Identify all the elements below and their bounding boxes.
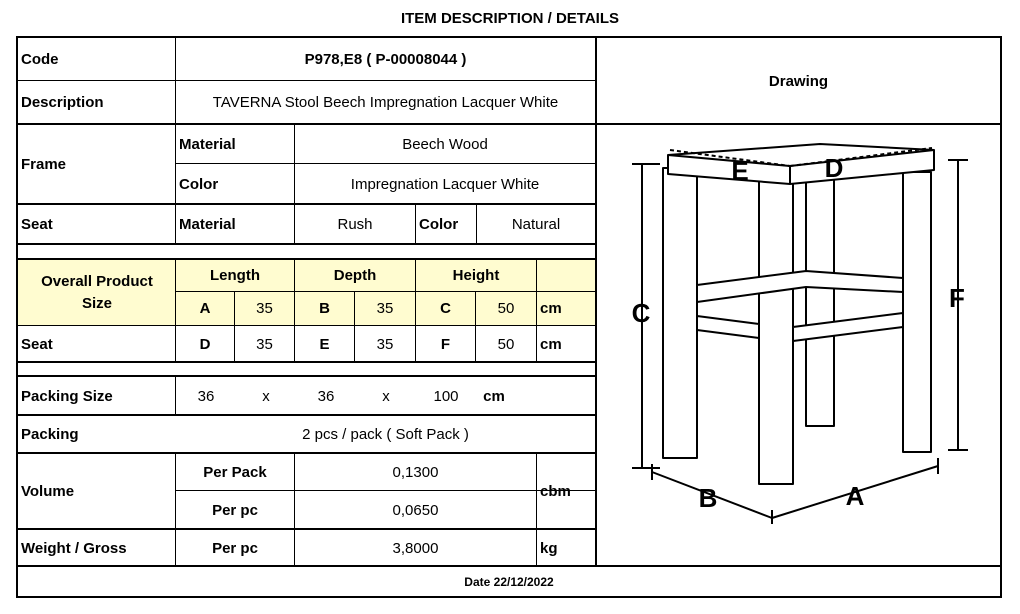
packing-depth: 36 — [317, 387, 335, 405]
seat-color-value: Natural — [511, 216, 561, 233]
dim-b-value: 35 — [376, 300, 394, 317]
dim-c-value: 50 — [497, 300, 515, 317]
code-label: Code — [21, 51, 59, 68]
weight-unit: kg — [540, 539, 558, 557]
dim-a-value: 35 — [256, 300, 273, 317]
size-unit: cm — [540, 300, 562, 317]
drawing-label-b: B — [698, 483, 718, 513]
volume-unit: cbm — [540, 483, 571, 500]
description-label: Description — [21, 94, 104, 111]
frame-material-label: Material — [179, 136, 236, 153]
packing-width: 36 — [197, 387, 215, 405]
drawing-label-e: E — [731, 156, 749, 186]
drawing-label-c: C — [631, 298, 651, 328]
weight-per-pc-label: Per pc — [212, 539, 258, 557]
packing-x-1: x — [262, 387, 270, 405]
depth-header: Depth — [333, 267, 377, 284]
volume-per-pack-value: 0,1300 — [392, 464, 439, 481]
volume-per-pack-label: Per Pack — [203, 464, 267, 481]
packing-size-label: Packing Size — [21, 387, 113, 405]
drawing-label: Drawing — [768, 72, 829, 90]
drawing-label-f: F — [949, 283, 965, 313]
seat-size-unit: cm — [540, 335, 562, 353]
seat-size-label: Seat — [21, 335, 53, 353]
dim-f-label: F — [440, 335, 451, 353]
weight-value: 3,8000 — [392, 539, 439, 557]
drawing-label-a: A — [845, 481, 865, 511]
overall-size-label: Overall Product Size — [41, 273, 153, 312]
code-value: P978,E8 ( P-00008044 ) — [304, 51, 467, 68]
seat-label: Seat — [21, 216, 53, 233]
volume-per-pc-label: Per pc — [212, 501, 258, 519]
frame-label: Frame — [21, 156, 67, 173]
seat-material-value: Rush — [337, 216, 373, 233]
dim-d-label: D — [199, 335, 211, 353]
description-value: TAVERNA Stool Beech Impregnation Lacquer White — [212, 94, 559, 111]
volume-per-pc-value: 0,0650 — [392, 501, 439, 519]
packing-size-unit: cm — [483, 387, 505, 405]
frame-material-value: Beech Wood — [402, 136, 488, 153]
length-header: Length — [210, 267, 260, 284]
dim-f-value: 50 — [497, 335, 515, 353]
dim-d-value: 35 — [256, 335, 273, 353]
drawing-label-d: D — [824, 153, 844, 183]
volume-label: Volume — [21, 483, 75, 500]
date-footer: Date 22/12/2022 — [464, 574, 554, 589]
height-header: Height — [452, 267, 500, 284]
dim-c-label: C — [440, 300, 451, 317]
seat-color-label: Color — [419, 216, 459, 233]
dim-e-value: 35 — [376, 335, 394, 353]
packing-x-2: x — [382, 387, 390, 405]
dim-b-label: B — [319, 300, 330, 317]
dim-e-label: E — [319, 335, 330, 353]
seat-material-label: Material — [179, 216, 236, 233]
packing-label: Packing — [21, 426, 79, 443]
dim-a-label: A — [199, 300, 211, 317]
document-title: ITEM DESCRIPTION / DETAILS — [400, 10, 620, 27]
weight-label: Weight / Gross — [21, 539, 127, 557]
packing-value: 2 pcs / pack ( Soft Pack ) — [302, 426, 469, 443]
frame-color-label: Color — [179, 175, 219, 193]
frame-color-value: Impregnation Lacquer White — [350, 175, 540, 193]
packing-height: 100 — [433, 387, 459, 405]
